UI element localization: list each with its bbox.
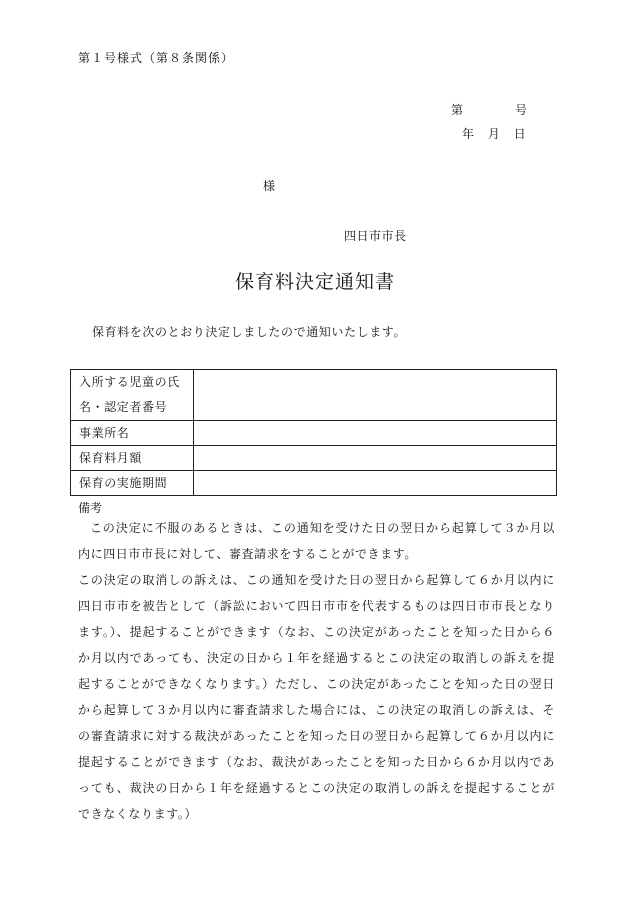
table-row	[71, 471, 557, 496]
table-row	[71, 446, 557, 471]
remarks-paragraph-lawsuit: この決定の取消しの訴えは、この通知を受けた日の翌日から起算して６か月以内に四日市市を被告として（訴訟において四日市市を代表するものは四日市市長となります。）、提起することができます（なお、この決定があったことを知った日から６か月以内であっても、決定の日から１年を経過するとこの決定の取消しの訴えを提起することができなくなります。）ただし、この決定があったことを知った日の翌日から起算して３か月以内に審査請求した場合には、この決定の取消しの訴えは、その審査請求に対する裁決があったことを知った日の翌日から起算して６か月以内に提起することができます（なお、裁決があったことを知った日から６か月以内であっても、裁決の日から１年を経過するとこの決定の取消しの訴えを提起することができなくなります。）	[78, 573, 555, 821]
document-title: 保育料決定通知書	[234, 271, 395, 293]
document-number-prefix: 第	[451, 103, 464, 117]
intro-text: 保育料を次のとおり決定しましたので通知いたします。	[92, 325, 407, 339]
row-value-monthly-fee	[194, 446, 557, 471]
remarks-heading: 備考	[78, 501, 103, 515]
row-label-facility: 事業所名	[71, 421, 194, 446]
issuer-name: 四日市市長	[344, 229, 407, 243]
addressee-honorific: 様	[263, 179, 276, 193]
table-row	[71, 421, 557, 446]
info-table	[70, 369, 557, 496]
document-number-suffix: 号	[515, 103, 528, 117]
row-label-child-name: 入所する児童の氏名・認定者番号	[71, 370, 194, 421]
date-line: 年 月 日	[462, 127, 526, 141]
row-value-period	[194, 471, 557, 496]
row-value-facility	[194, 421, 557, 446]
table-row	[71, 370, 557, 421]
row-label-period: 保育の実施期間	[71, 471, 194, 496]
form-number: 第１号様式（第８条関係）	[78, 51, 235, 65]
row-label-monthly-fee: 保育料月額	[71, 446, 194, 471]
row-value-child-name	[194, 370, 557, 421]
remarks-paragraph-appeal: この決定に不服のあるときは、この通知を受けた日の翌日から起算して３か月以内に四日市市長に対して、審査請求をすることができます。	[78, 521, 555, 561]
